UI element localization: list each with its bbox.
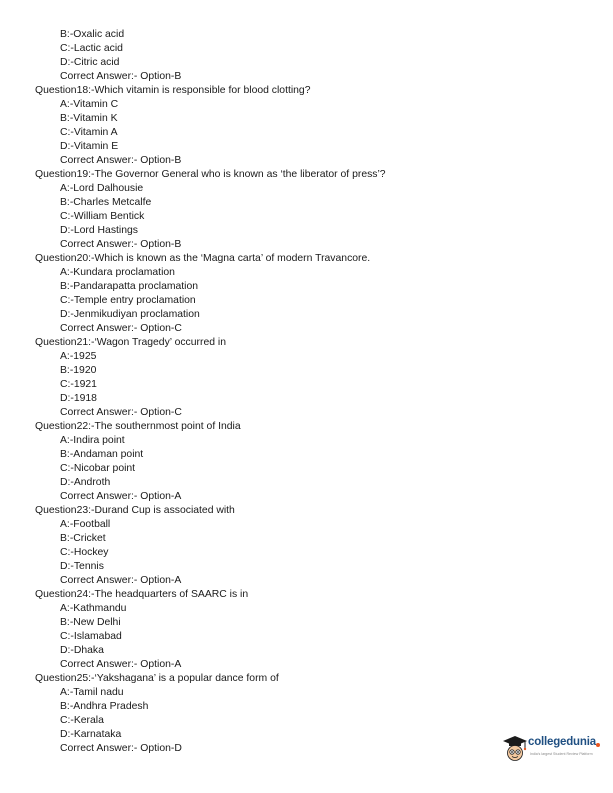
correct-answer-text: Correct Answer:- Option-A [60,575,182,586]
collegedunia-logo [502,733,602,765]
option-text: B:-New Delhi [60,617,121,628]
option-text: C:-Kerala [60,715,104,726]
option-text: C:-Islamabad [60,631,122,642]
option-text: A:-Lord Dalhousie [60,183,144,194]
option-text: C:-Lactic acid [60,43,123,54]
option-text: D:-Jenmikudiyan proclamation [60,309,200,320]
option-text: B:-Cricket [60,533,106,544]
option-text: B:-Andhra Pradesh [60,701,149,712]
question-text: Question18:-Which vitamin is responsible for blood clotting? [35,85,311,96]
correct-answer-text: Correct Answer:- Option-D [60,743,182,754]
question-text: Question23:-Durand Cup is associated with [35,505,235,516]
option-text: C:-Nicobar point [60,463,136,474]
logo-tagline: India's largest Student Review Platform [530,752,593,756]
option-text: A:-Football [60,519,111,530]
question-text: Question22:-The southernmost point of India [35,421,241,432]
option-text: B:-Andaman point [60,449,144,460]
correct-answer-text: Correct Answer:- Option-A [60,491,182,502]
question-document [0,28,613,756]
correct-answer-text: Correct Answer:- Option-A [60,659,182,670]
question-text: Question19:-The Governor General who is known as ‘the liberator of press’? [35,169,386,180]
option-text: A:-Tamil nadu [60,687,124,698]
graduate-mascot-icon [502,735,528,763]
option-text: C:-William Bentick [60,211,145,222]
option-text: A:-Vitamin C [60,99,119,110]
option-text: B:-1920 [60,365,97,376]
option-text: D:-1918 [60,393,97,404]
option-text: C:-1921 [60,379,97,390]
question-text: Question21:-‘Wagon Tragedy’ occurred in [35,337,226,348]
correct-answer-text: Correct Answer:- Option-B [60,71,182,82]
option-text: B:-Oxalic acid [60,29,125,40]
option-text: D:-Tennis [60,561,104,572]
option-text: B:-Pandarapatta proclamation [60,281,199,292]
logo-wordmark: collegedunia [528,736,596,748]
option-text: D:-Vitamin E [60,141,119,152]
option-text: C:-Temple entry proclamation [60,295,196,306]
option-text: D:-Androth [60,477,111,488]
option-text: A:-1925 [60,351,97,362]
option-text: B:-Charles Metcalfe [60,197,152,208]
option-text: D:-Karnataka [60,729,122,740]
correct-answer-text: Correct Answer:- Option-C [60,407,182,418]
option-text: A:-Indira point [60,435,125,446]
question-text: Question20:-Which is known as the ‘Magna carta’ of modern Travancore. [35,253,371,264]
logo-accent-dot [596,743,600,747]
option-text: D:-Citric acid [60,57,120,68]
option-text: C:-Vitamin A [60,127,118,138]
option-text: A:-Kundara proclamation [60,267,175,278]
correct-answer-text: Correct Answer:- Option-B [60,155,182,166]
option-text: D:-Lord Hastings [60,225,138,236]
option-text: D:-Dhaka [60,645,104,656]
correct-answer-text: Correct Answer:- Option-C [60,323,182,334]
question-text: Question25:-‘Yakshagana’ is a popular dance form of [35,673,279,684]
correct-answer-text: Correct Answer:- Option-B [60,239,182,250]
option-text: B:-Vitamin K [60,113,118,124]
option-text: A:-Kathmandu [60,603,127,614]
question-text: Question24:-The headquarters of SAARC is in [35,589,249,600]
option-text: C:-Hockey [60,547,109,558]
